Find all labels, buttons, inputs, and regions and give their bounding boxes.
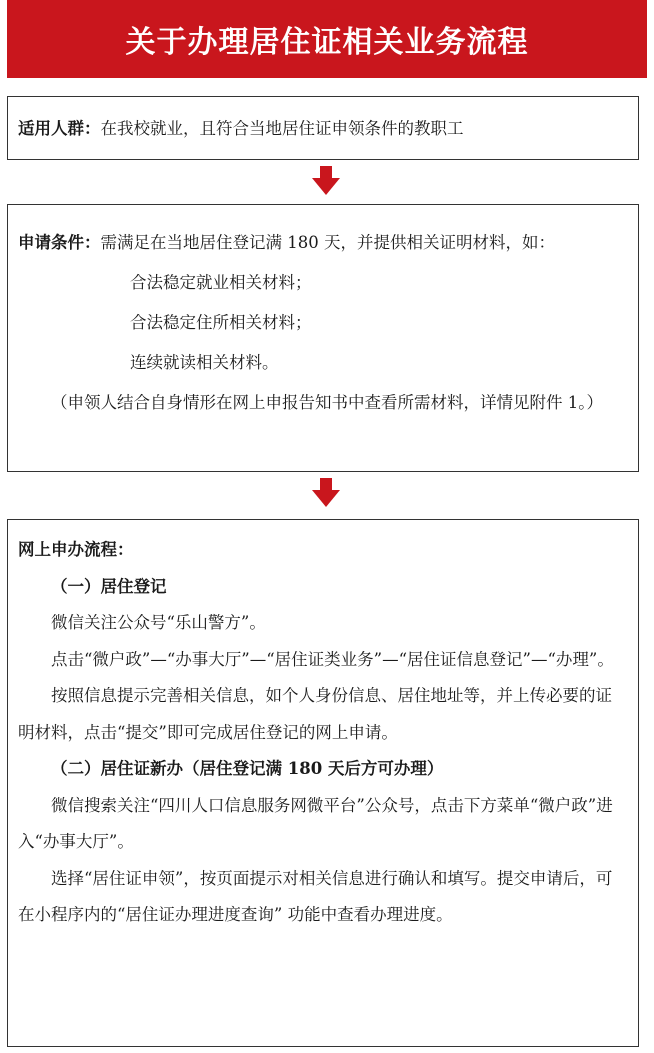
down-arrow-icon <box>312 478 340 508</box>
conditions-note: （申领人结合自身情形在网上申报告知书中查看所需材料，详情见附件 1。） <box>51 393 603 412</box>
section-paragraph: 微信关注公众号“乐山警方”。 <box>51 613 266 632</box>
conditions-text: 需满足在当地居住登记满 180 天，并提供相关证明材料，如： <box>100 233 555 252</box>
applicable-box <box>7 96 639 160</box>
section-paragraph: 按照信息提示完善相关信息，如个人身份信息、居住地址等，并上传必要的证明材料，点击“提交”即可完成居住登记的网上申请。 <box>18 686 612 742</box>
section-paragraph: 微信搜索关注“四川人口信息服务网微平台”公众号，点击下方菜单“微户政”进入“办事大厅”。 <box>18 795 613 851</box>
condition-item: 合法稳定就业相关材料； <box>130 273 312 292</box>
section-paragraph: 选择“居住证申领”，按页面提示对相关信息进行确认和填写。提交申请后，可在小程序内的“居住证办理进度查询” 功能中查看办理进度。 <box>18 868 613 924</box>
section-paragraph: 点击“微户政”—“办事大厅”—“居住证类业务”—“居住证信息登记”—“办理”。 <box>51 649 614 669</box>
online-process-box <box>7 519 639 1047</box>
condition-item: 连续就读相关材料。 <box>130 353 279 372</box>
down-arrow-icon <box>312 166 340 196</box>
applicable-text: 在我校就业，且符合当地居住证申领条件的教职工 <box>100 119 464 138</box>
conditions-intro <box>18 223 628 263</box>
conditions-label: 申请条件： <box>18 233 101 252</box>
section-title-registration: （一）居住登记 <box>51 576 167 596</box>
conditions-box <box>7 204 639 472</box>
condition-item: 合法稳定住所相关材料； <box>130 313 312 332</box>
online-label: 网上申办流程： <box>18 540 134 559</box>
applicable-label: 适用人群： <box>18 119 101 138</box>
page-title: 关于办理居住证相关业务流程 <box>7 0 647 78</box>
section-title-new-permit: （二）居住证新办（居住登记满 180 天后方可办理） <box>51 759 444 778</box>
